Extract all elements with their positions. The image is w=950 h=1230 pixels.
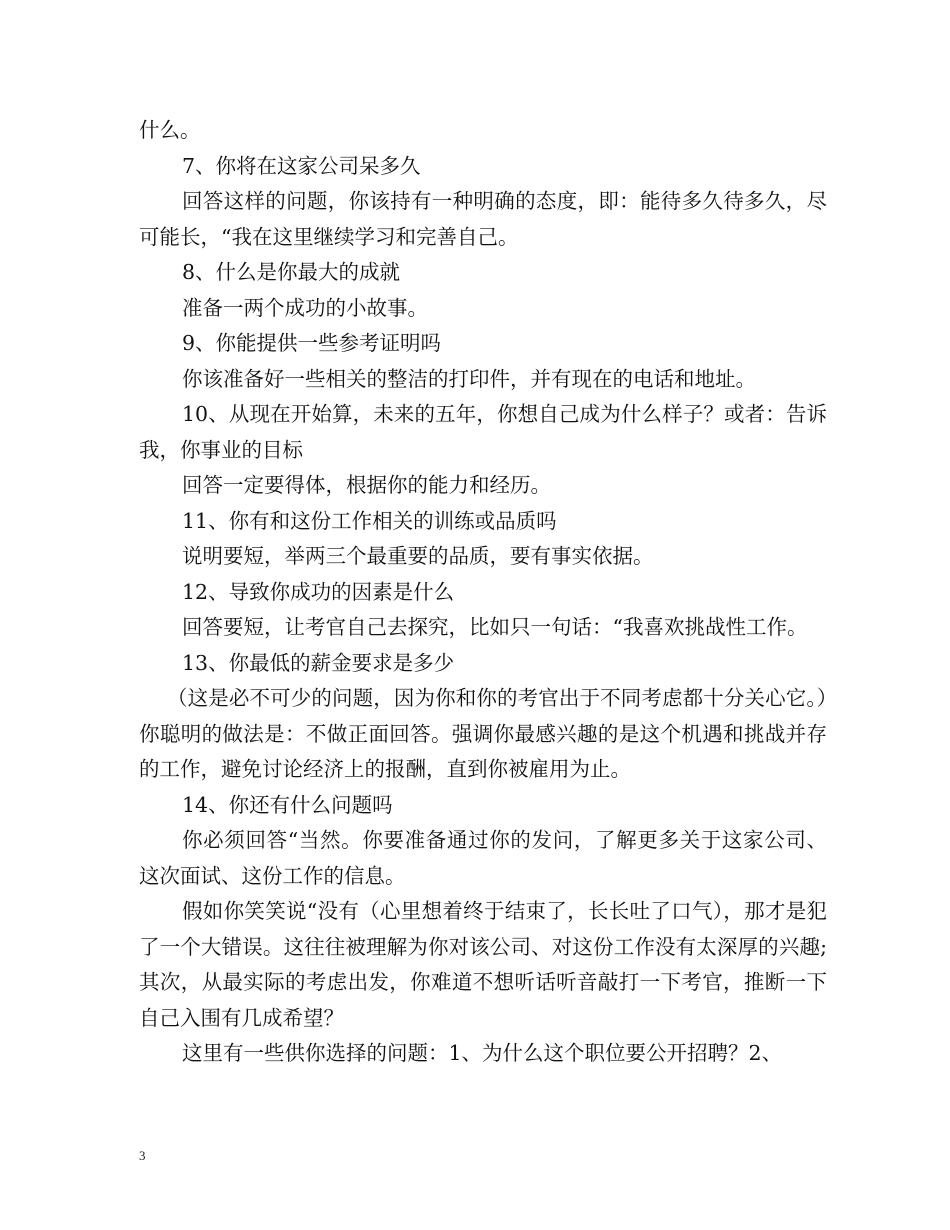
answer-paragraph-10: 回答一定要得体，根据你的能力和经历。 [182, 473, 551, 497]
question-heading-14: 14、你还有什么问题吗 [182, 792, 393, 817]
answer-paragraph-12: 回答要短，让考官自己去探究，比如只一句话：“我喜欢挑战性工作。 [182, 615, 808, 639]
answer-paragraph-8: 准备一两个成功的小故事。 [182, 295, 428, 320]
answer-paragraph-11: 说明要短，举两三个最重要的品质，要有事实依据。 [182, 544, 654, 568]
document-body [139, 113, 827, 1072]
answer-paragraph-14-continued: 假如你笑笑说“没有（心里想着终于结束了，长长吐了口气），那才是犯了一个大错误。这往往被理解为你对该公司、对这份工作没有太深厚的兴趣;其次，从最实际的考虑出发，你难道不想听话听音敲打一下考官，推断一下自己入围有几成希望？ [139, 899, 827, 1030]
question-heading-12: 12、导致你成功的因素是什么 [182, 579, 455, 604]
answer-paragraph-7: 回答这样的问题，你该持有一种明确的态度，即：能待多久待多久，尽可能长，“我在这里继续学习和完善自己。 [139, 189, 827, 249]
answer-paragraph-13: （这是必不可少的问题，因为你和你的考官出于不同考虑都十分关心它。）你聪明的做法是：不做正面回答。强调你最感兴趣的是这个机遇和挑战并存的工作，避免讨论经济上的报酬，直到你被雇用为止。 [139, 686, 827, 781]
answer-paragraph-9: 你该准备好一些相关的整洁的打印件，并有现在的电话和地址。 [182, 366, 756, 391]
question-heading-11: 11、你有和这份工作相关的训练或品质吗 [182, 508, 557, 533]
question-heading-8: 8、什么是你最大的成就 [182, 260, 401, 284]
page-number: 3 [139, 1148, 146, 1163]
question-heading-10: 10、从现在开始算，未来的五年，你想自己成为什么样子？或者：告诉我，你事业的目标 [139, 402, 827, 462]
question-heading-13: 13、你最低的薪金要求是多少 [182, 650, 455, 675]
paragraph-continuation: 什么。 [139, 118, 201, 142]
answer-paragraph-14: 你必须回答“当然。你要准备通过你的发问，了解更多关于这家公司、这次面试、这份工作的信息。 [139, 828, 827, 888]
question-heading-7: 7、你将在这家公司呆多久 [182, 153, 421, 178]
answer-paragraph-14-questions: 这里有一些供你选择的问题：1、为什么这个职位要公开招聘？2、 [182, 1041, 783, 1065]
question-heading-9: 9、你能提供一些参考证明吗 [182, 331, 442, 355]
